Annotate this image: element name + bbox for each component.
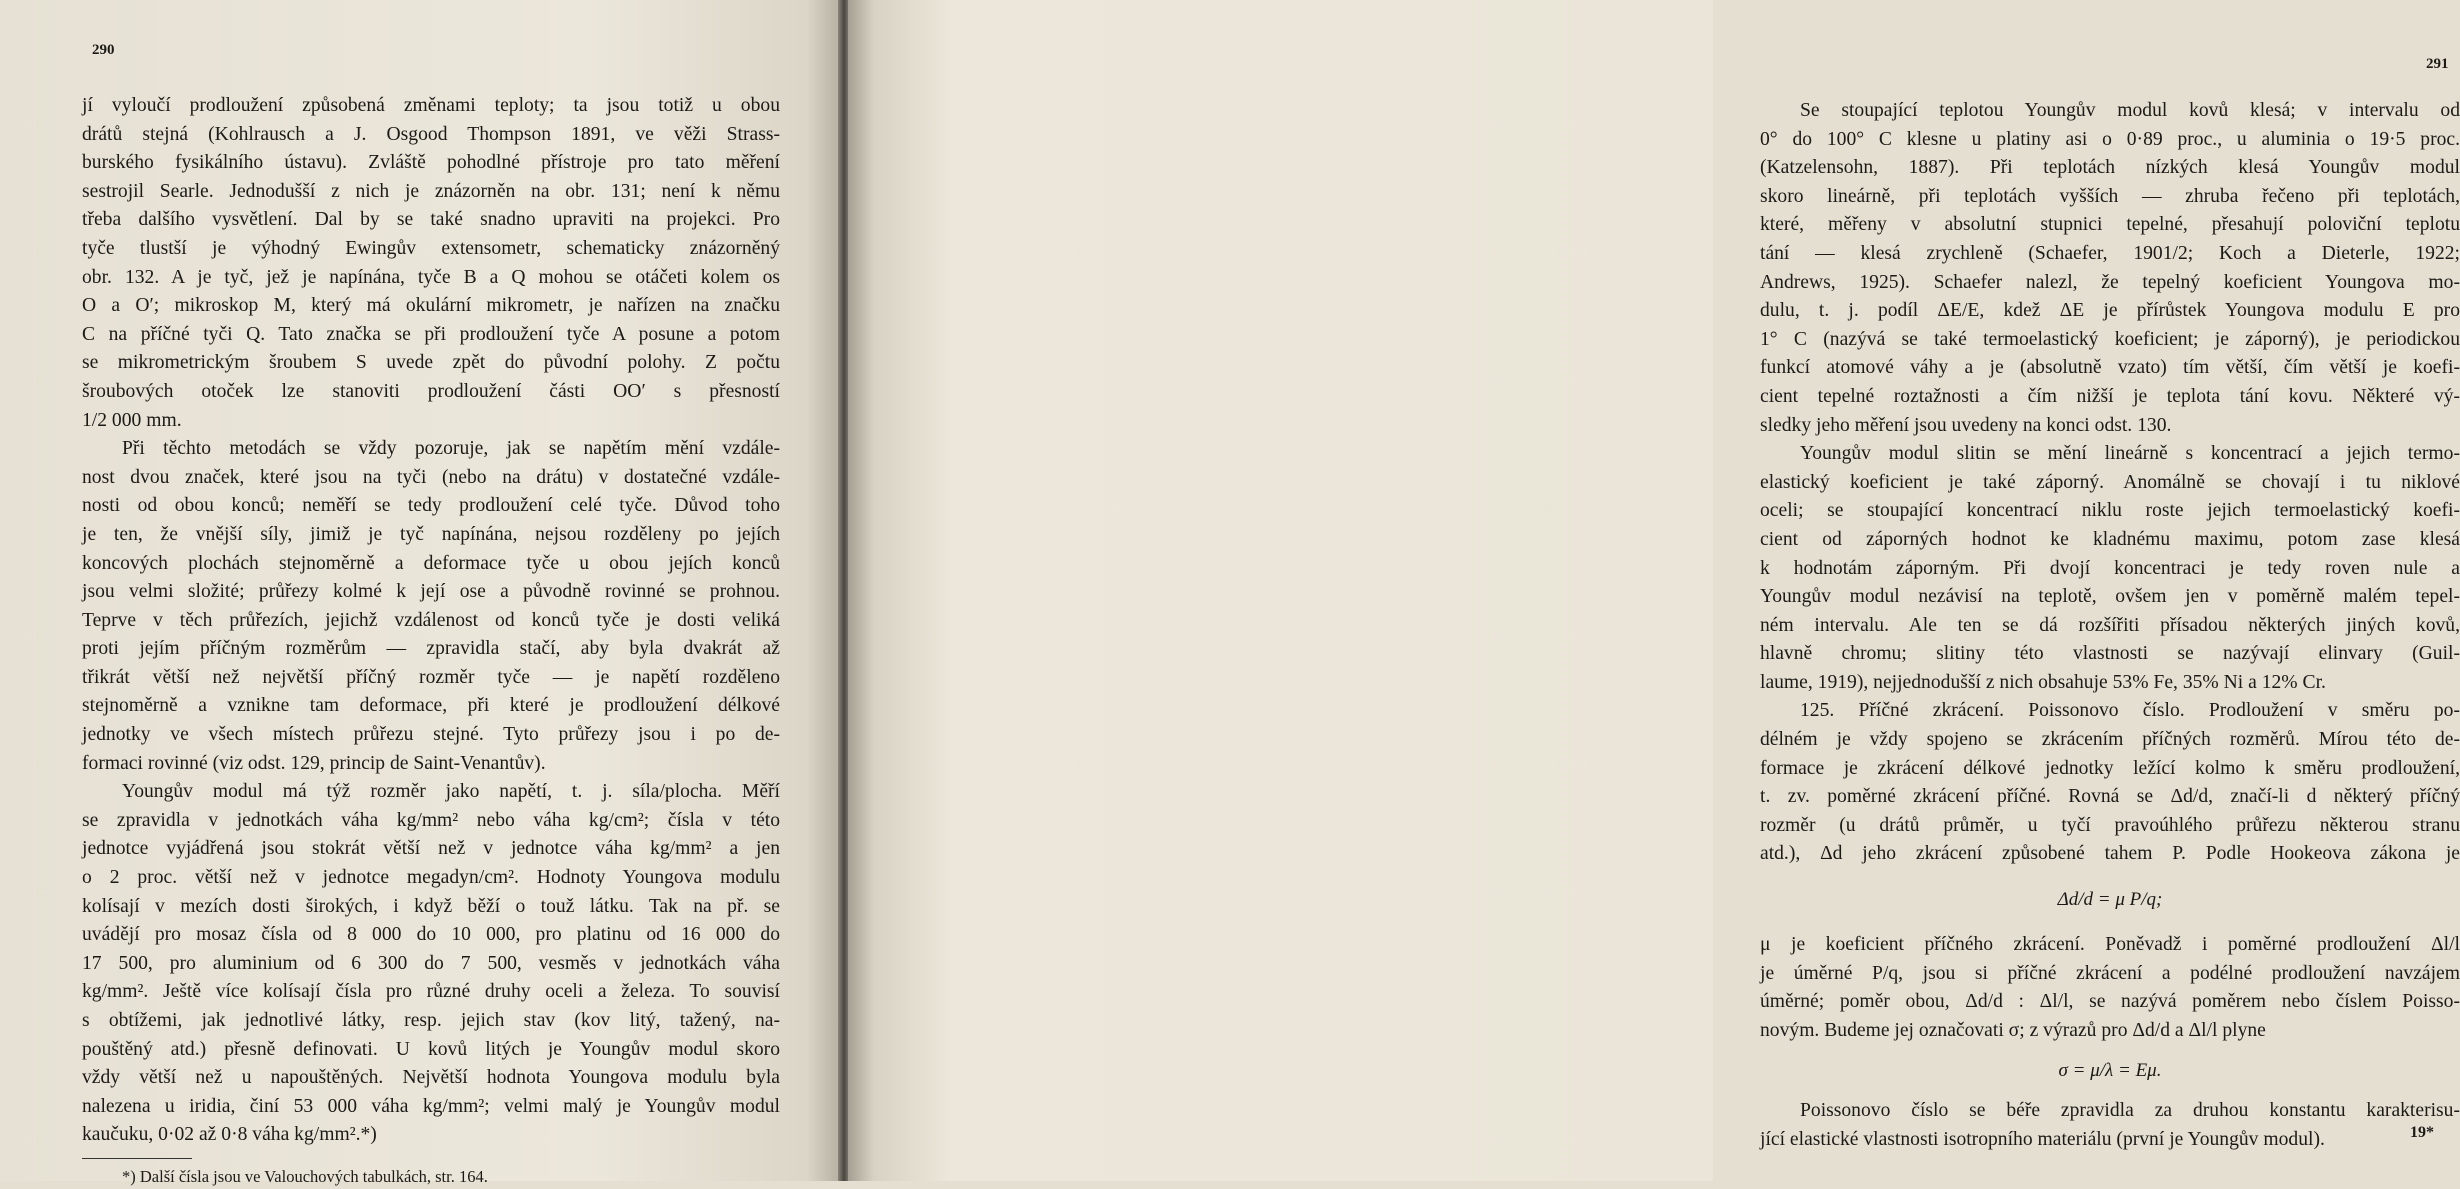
text-line: Youngův modul má týž rozměr jako napětí, t. j. síla/plocha. Měří (122, 781, 780, 803)
text-line: skoro lineárně, při teplotách vyšších — zhruba řečeno při teplotách, (1760, 185, 2460, 207)
text-line: sledky jeho měření jsou uvedeny na konci odst. 130. (1760, 414, 2172, 436)
text-line: Poissonovo číslo se béře zpravidla za druhou konstantu karakterisu- (1800, 1100, 2460, 1122)
formula-poisson: σ = μ/λ = Eμ. (2058, 1060, 2162, 1082)
text-line: jí vyloučí prodloužení způsobená změnami teploty; ta jsou totiž u obou (82, 95, 780, 116)
text-line: jící elastické vlastnosti isotropního materiálu (první je Youngův modul). (1760, 1129, 2325, 1150)
text-line: novým. Budeme jej označovati σ; z výrazů pro Δd/d a Δl/l plyne (1760, 1019, 2266, 1041)
text-line: stejnoměrně a vznikne tam deformace, při které je prodloužení délkové (82, 695, 780, 717)
text-line: jsou velmi složité; průřezy kolmé k její ose a původně rovinné se prohnou. (82, 581, 780, 603)
right-page (848, 0, 2460, 1181)
text-line: koncových plochách stejnoměrně a deformace tyče u obou jejích konců (82, 552, 780, 574)
text-line: kg/mm². Ještě více kolísají čísla pro různé druhy oceli a železa. To souvisí (82, 981, 780, 1003)
text-line: rozměr (u drátů průměr, u tyčí pravoúhlého průřezu některou stranu (1760, 814, 2460, 836)
text-line: tání — klesá zrychleně (Schaefer, 1901/2; Koch a Dieterle, 1922; (1760, 242, 2460, 264)
text-line: se zpravidla v jednotkách váha kg/mm² nebo váha kg/cm²; čísla v této (82, 809, 780, 831)
text-line: Se stoupající teplotou Youngův modul kovů klesá; v intervalu od (1800, 100, 2460, 121)
text-line: Youngův modul slitin se mění lineárně s koncentrací a jejich termo- (1800, 443, 2460, 465)
text-line: hlavně chromu; slitiny této vlastnosti se nazývají elinvary (Guil- (1760, 643, 2460, 665)
text-line: laume, 1919), nejjednodušší z nich obsahuje 53% Fe, 35% Ni a 12% Cr. (1760, 671, 2326, 693)
text-line: C na příčné tyči Q. Tato značka se při prodloužení tyče A posune a potom (82, 323, 780, 345)
text-line: drátů stejná (Kohlrausch a J. Osgood Thompson 1891, ve věži Strass- (82, 123, 780, 145)
text-line: (Katzelensohn, 1887). Při teplotách nízkých klesá Youngův modul (1760, 157, 2460, 179)
printer-signature: 19* (2410, 1124, 2434, 1141)
text-line: o 2 proc. větší než v jednotce megadyn/cm². Hodnoty Youngova modulu (82, 867, 780, 889)
text-line: ném intervalu. Ale ten se dá rozšířiti přísadou některých jiných kovů, (1760, 614, 2460, 636)
text-line: elastický koeficient je také záporný. Anomálně se chovají i tu niklové (1760, 471, 2460, 493)
text-line: μ je koeficient příčného zkrácení. Poněvadž i poměrné prodloužení Δl/l (1760, 934, 2460, 956)
text-line: cient od záporných hodnot ke kladnému maximu, potom zase klesá (1760, 528, 2460, 550)
text-line: délném je vždy spojeno se zkrácením příčných rozměrů. Mírou této de- (1760, 729, 2460, 751)
text-line: s obtížemi, jak jednotlivé látky, resp. jejich stav (kov litý, tažený, na- (82, 1010, 780, 1031)
text-line: funkcí atomové váhy a je (absolutně vzato) tím větší, čím větší je koefi- (1760, 357, 2460, 379)
page-number-left: 290 (92, 42, 115, 58)
text-line: uvádějí pro mosaz čísla od 8 000 do 10 000, pro platinu od 16 000 do (82, 924, 780, 946)
text-line: Teprve v těch průřezích, jejichž vzdálenost od konců tyče je dosti veliká (82, 609, 780, 631)
text-line: kaučuku, 0·02 až 0·8 váha kg/mm².*) (82, 1124, 377, 1146)
text-line: nost dvou značek, které jsou na tyči (nebo na drátu) v dostatečné vzdále- (82, 466, 780, 488)
text-line: kolísají v mezích dosti širokých, i když běží o touž látku. Tak na př. se (82, 895, 780, 917)
text-line: se mikrometrickým šroubem S uvede zpět do původní polohy. Z počtu (82, 352, 780, 374)
section-heading-line: 125. Příčné zkrácení. Poissonovo číslo. Prodloužení v směru po- (1800, 700, 2460, 722)
text-line: úměrné; poměr obou, Δd/d : Δl/l, se nazývá poměrem nebo číslem Poisso- (1760, 991, 2460, 1013)
text-line: cient tepelné roztažnosti a čím nižší je teplota tání kovu. Některé vý- (1760, 385, 2460, 407)
text-line: 1° C (nazývá se také termoelastický koeficient; je záporný), je periodickou (1760, 328, 2460, 350)
text-line: proti jejím příčným rozměrům — zpravidla stačí, aby byla dvakrát až (82, 638, 780, 660)
text-line: třikrát větší než největší příčný rozměr tyče — je napětí rozděleno (82, 666, 780, 688)
text-line: 17 500, pro aluminium od 6 300 do 7 500, vesměs v jednotkách váha (82, 952, 780, 974)
text-line: jednotce vyjádřená jsou stokrát větší než v jednotce váha kg/mm² a jen (82, 838, 780, 860)
left-page (0, 0, 840, 1186)
text-line: Andrews, 1925). Schaefer nalezl, že tepelný koeficient Youngova mo- (1760, 271, 2460, 293)
text-line: sestrojil Searle. Jednodušší z nich je znázorněn na obr. 131; není k němu (82, 180, 780, 202)
text-line: atd.), Δd jeho zkrácení způsobené tahem P. Podle Hookeova zákona je (1760, 843, 2460, 865)
text-line: tyče tlustší je výhodný Ewingův extensometr, schematicky znázorněný (82, 237, 780, 259)
page-number-right: 291 (2426, 56, 2449, 72)
text-line: je úměrné P/q, jsou si příčné zkrácení a podélné prodloužení navzájem (1760, 962, 2460, 984)
formula-hooke: Δd/d = μ P/q; (2057, 889, 2163, 911)
text-line: dulu, t. j. podíl ΔE/E, kdež ΔE je přírůstek Youngova modulu E pro (1760, 300, 2460, 322)
text-line: vždy větší než u napouštěných. Největší hodnota Youngova modulu byla (82, 1067, 780, 1089)
text-line: formaci rovinné (viz odst. 129, princip de Saint-Venantův). (82, 752, 546, 774)
text-line: jednotky ve všech místech průřezu stejné. Tyto průřezy jsou i po de- (82, 724, 780, 746)
left-page-text (82, 92, 780, 1189)
text-line: nalezena u iridia, činí 53 000 váha kg/mm²; velmi malý je Youngův modul (82, 1095, 780, 1117)
footnote: *) Další čísla jsou ve Valouchových tabulkách, str. 164. (122, 1166, 488, 1186)
text-line: formace je zkrácení délkové jednotky ležící kolmo k směru prodloužení, (1760, 757, 2460, 779)
text-line: šroubových otoček lze stanoviti prodloužení části OO′ s přesností (82, 380, 780, 402)
text-line: obr. 132. A je tyč, jež je napínána, tyče B a Q mohou se otáčeti kolem os (82, 266, 780, 288)
text-line: je ten, že vnější síly, jimiž je tyč napínána, nejsou rozděleny po jejích (82, 523, 780, 545)
text-line: burského fysikálního ústavu). Zvláště pohodlné přístroje pro tato měření (82, 152, 780, 174)
text-line: 0° do 100° C klesne u platiny asi o 0·89 proc., u aluminia o 19·5 proc. (1760, 128, 2460, 150)
text-line: třeba dalšího vysvětlení. Dal by se také snadno upraviti na projekci. Pro (82, 209, 780, 231)
text-line: t. zv. poměrné zkrácení příčné. Rovná se Δd/d, značí-li d některý příčný (1760, 786, 2460, 808)
right-page-text (1760, 97, 2460, 1155)
text-line: Při těchto metodách se vždy pozoruje, jak se napětím mění vzdále- (122, 438, 780, 460)
text-line: které, měřeny v absolutní stupnici tepelné, přesahují poloviční teplotu (1760, 214, 2460, 236)
text-line: k hodnotám záporným. Při dvojí koncentraci je tedy roven nule a (1760, 557, 2460, 579)
text-line: 1/2 000 mm. (82, 409, 182, 431)
text-line: pouštěný atd.) přesně definovati. U kovů litých je Youngův modul skoro (82, 1038, 780, 1060)
text-line: O a O′; mikroskop M, který má okulární mikrometr, je nařízen na značku (82, 295, 780, 317)
text-line: nosti od obou konců; neměří se tedy prodloužení celé tyče. Důvod toho (82, 495, 780, 517)
text-line: oceli; se stoupající koncentrací niklu roste jejich termoelastický koefi- (1760, 500, 2460, 522)
text-line: Youngův modul nezávisí na teplotě, ovšem jen v poměrně malém tepel- (1760, 586, 2460, 608)
footnote-separator (82, 1158, 192, 1159)
